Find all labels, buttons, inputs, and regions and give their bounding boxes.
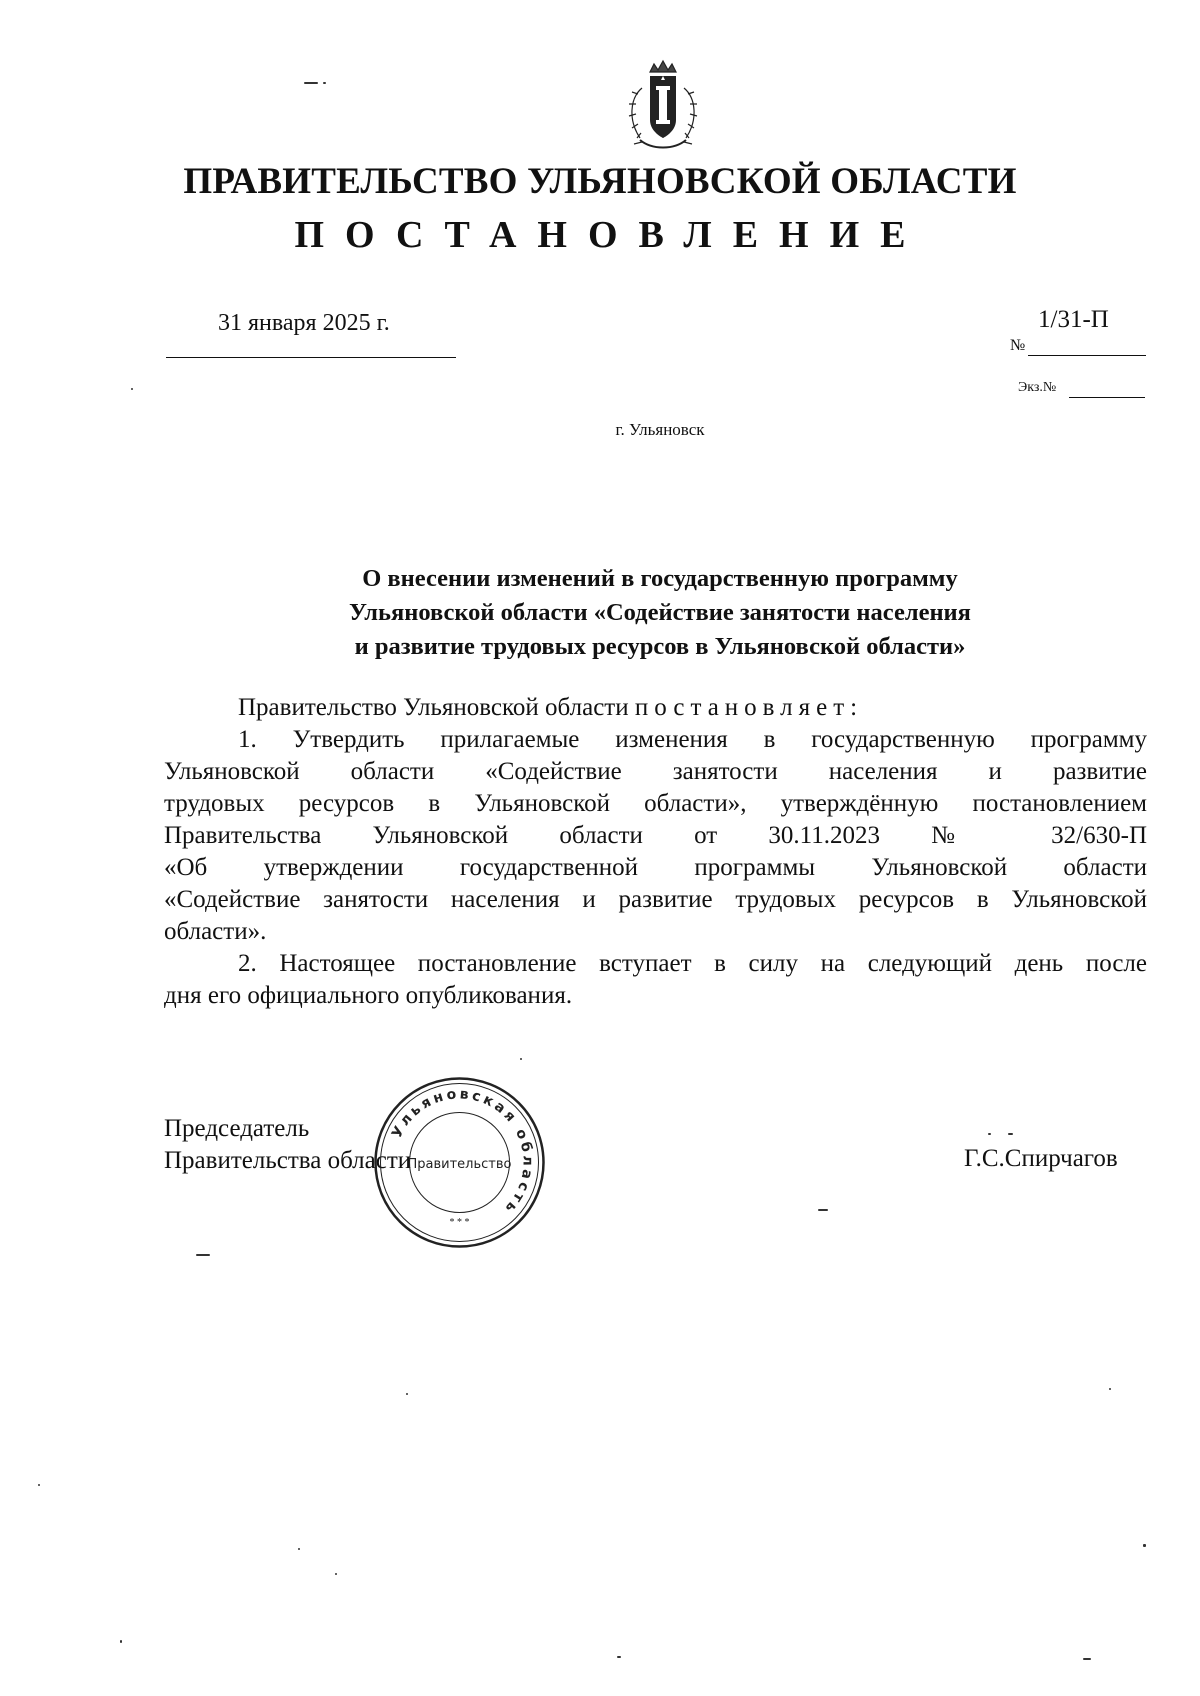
- scan-speck: [1008, 1133, 1013, 1135]
- paragraph-2-line: 2. Настоящее постановление вступает в силу на следующий день после: [238, 950, 1147, 977]
- date-underline: [166, 357, 456, 358]
- scan-speck: [1143, 1544, 1146, 1547]
- document-date: 31 января 2025 г.: [218, 310, 390, 336]
- title-line: Ульяновской области «Содействие занятости населения: [349, 599, 971, 626]
- scan-speck: [1109, 1388, 1111, 1390]
- svg-text:Правительство: Правительство: [407, 1157, 512, 1172]
- scan-speck: [120, 1640, 122, 1643]
- scan-speck: [38, 1484, 40, 1486]
- scan-speck: [988, 1133, 991, 1135]
- decree-intro-subject: Правительство Ульяновской области: [238, 694, 629, 721]
- title-line: О внесении изменений в государственную программу: [362, 565, 958, 592]
- document-title: [170, 562, 1150, 664]
- paragraph-1-line: «Об утверждении государственной программы Ульяновской области: [164, 854, 1147, 881]
- paragraph-1-line: трудовых ресурсов в Ульяновской области», утверждённую постановлением: [164, 790, 1147, 817]
- document-type-heading: ПОСТАНОВЛЕНИЕ: [294, 214, 927, 256]
- document-city: г. Ульяновск: [615, 420, 705, 439]
- decree-intro: [164, 692, 1147, 724]
- document-number: 1/31-П: [1038, 306, 1109, 333]
- official-seal-stamp: [372, 1075, 547, 1250]
- svg-text:* * *: * * *: [449, 1217, 470, 1228]
- coat-of-arms-emblem: [612, 58, 714, 158]
- signatory-position-line: Председатель: [164, 1115, 310, 1142]
- scan-speck: [617, 1656, 621, 1658]
- copy-number-label: Экз.№: [1018, 380, 1057, 395]
- scan-speck: [335, 1573, 337, 1575]
- scan-speck: [196, 1254, 210, 1256]
- paragraph-1-line: «Содействие занятости населения и развитие трудовых ресурсов в Ульяновской: [164, 886, 1147, 913]
- document-body: [164, 692, 1147, 1012]
- government-name-heading: ПРАВИТЕЛЬСТВО УЛЬЯНОВСКОЙ ОБЛАСТИ: [183, 161, 1017, 202]
- scan-speck: [1083, 1658, 1091, 1660]
- title-line: и развитие трудовых ресурсов в Ульяновской области»: [354, 633, 966, 660]
- signatory-position-line: Правительства области: [164, 1147, 412, 1174]
- paragraph-1-line: области».: [164, 918, 267, 945]
- decree-intro-verb: постановляет:: [634, 694, 864, 721]
- scan-speck: [323, 82, 326, 84]
- scan-speck: [818, 1209, 828, 1211]
- paragraph-1-line: 1. Утвердить прилагаемые изменения в государственную программу: [238, 726, 1147, 753]
- scan-speck: [520, 1058, 522, 1060]
- number-label: №: [1010, 337, 1026, 354]
- paragraph-1-line: Ульяновской области «Содействие занятости населения и развитие: [164, 758, 1147, 785]
- copy-number-underline: [1069, 397, 1145, 398]
- scan-speck: [298, 1548, 300, 1550]
- scan-speck: [304, 82, 318, 84]
- signatory-name: Г.С.Спирчагов: [964, 1145, 1118, 1172]
- paragraph-2-line: дня его официального опубликования.: [164, 982, 573, 1009]
- paragraph-1-line: Правительства Ульяновской области от 30.11.2023 № 32/630-П: [164, 822, 1147, 849]
- scan-speck: [131, 388, 133, 390]
- number-underline: [1028, 355, 1146, 356]
- svg-text:Ульяновская область: Ульяновская область: [389, 1086, 536, 1218]
- scan-speck: [406, 1393, 408, 1395]
